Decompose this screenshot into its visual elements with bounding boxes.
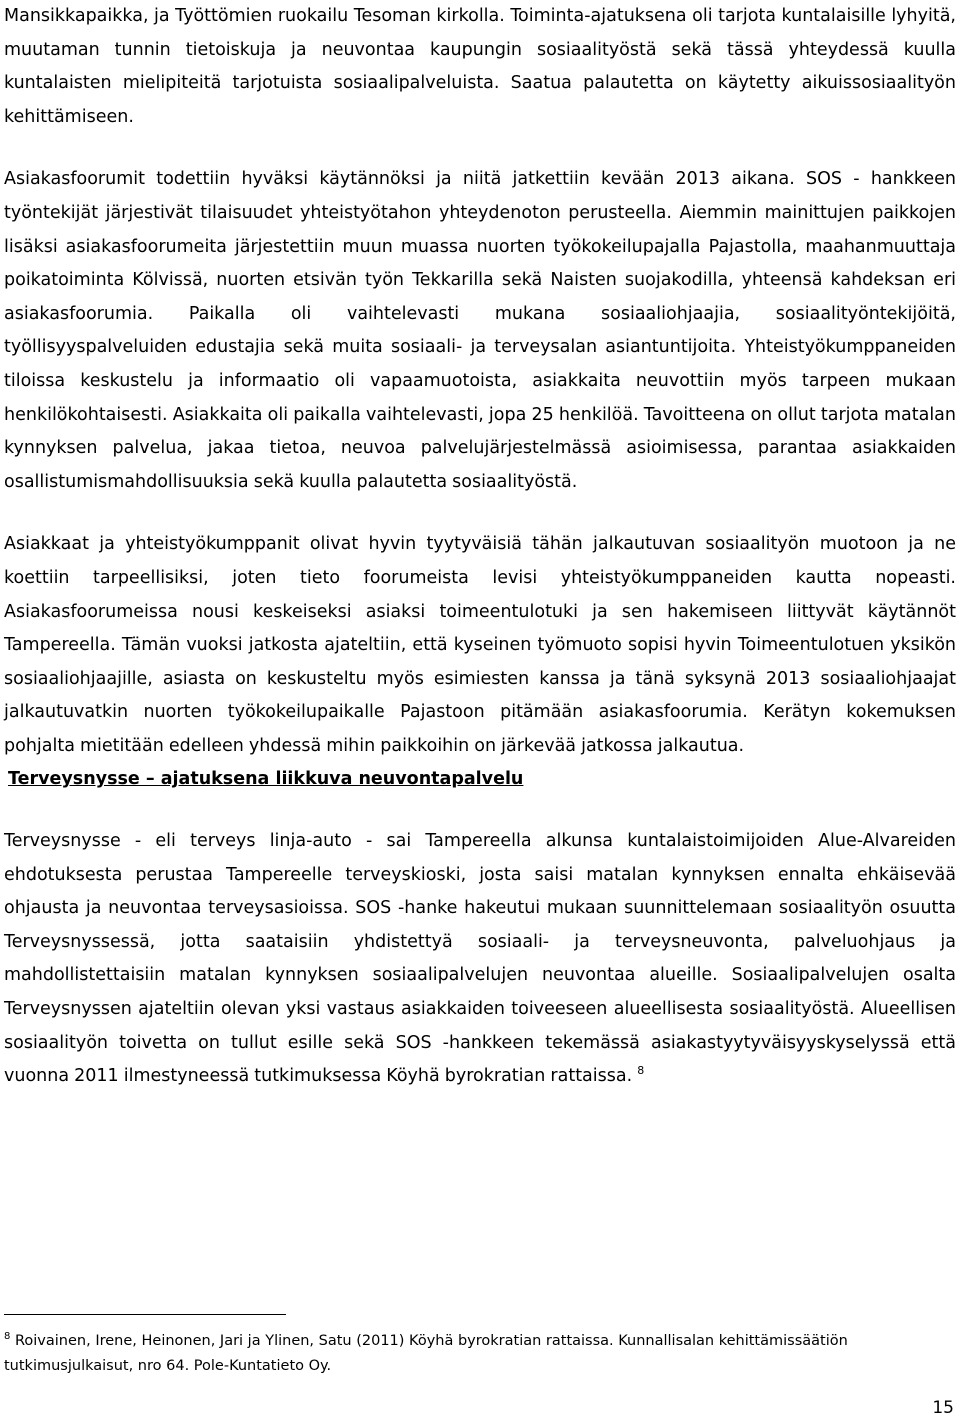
section-heading: Terveysnysse – ajatuksena liikkuva neuvontapalvelu xyxy=(8,769,524,790)
paragraph-asiakasfoorumit-jatko xyxy=(4,163,956,499)
paragraph-text: Asiakkaat ja yhteistyökumppanit olivat hyvin tyytyväisiä tähän jalkautuvan sosiaalityön muotoon ja ne koettiin tarpeellisiksi, joten tieto foorumeista levisi yhteistyökumppaneiden kautta nopeasti. Asiakasfoorumeissa nousi keskeiseksi asiaksi toimeentulotuki ja sen hakemiseen liittyvät käytännöt Tampereella. Tämän vuoksi jatkosta ajateltiin, että kyseinen työmuoto sopisi hyvin Toimeentulotuen yksikön sosiaaliohjaajille, asiasta on keskusteltu myös esimiesten kanssa ja tänä syksynä 2013 sosiaaliohjaajat jalkautuvatkin nuorten työkokeilupaikalle Pajastoon pitämään asiakasfoorumia. Kerätyn kokemuksen pohjalta mietitään edelleen yhdessä mihin paikkoihin on järkevää jatkossa jalkautua. xyxy=(4,534,956,756)
document-page xyxy=(4,0,956,1094)
paragraph-text: Asiakasfoorumit todettiin hyväksi käytännöksi ja niitä jatkettiin kevään 2013 aikana. SOS - hankkeen työntekijät järjestivät tilaisuudet yhteistyötahon yhteydenoton perusteella. Aiemmin mainittujen paikkojen lisäksi asiakasfoorumeita järjestettiin muun muassa nuorten työkokeilupajalla Pajastolla, maahanmuuttaja poikatoiminta Kölvissä, nuorten etsivän työn Tekkarilla sekä Naisten suojakodilla, yhteensä kahdeksan eri asiakasfoorumia. Paikalla oli vaihtelevasti mukana sosiaaliohjaajia, sosiaalityöntekijöitä, työllisyyspalveluiden edustajia sekä muita sosiaali- ja terveysalan asiantuntijoita. Yhteistyökumppaneiden tiloissa keskustelu ja informaatio oli vapaamuotoista, asiakkaita neuvottiin myös tarpeen mukaan henkilökohtaisesti. Asiakkaita oli paikalla vaihtelevasti, jopa 25 henkilöä. Tavoitteena on ollut tarjota matalan kynnyksen palvelua, jakaa tietoa, neuvoa palvelujärjestelmässä asioimisessa, parantaa asiakkaiden osallistumismahdollisuuksia sekä kuulla palautetta sosiaalityöstä. xyxy=(4,169,956,492)
footnote-text: Roivainen, Irene, Heinonen, Jari ja Ylinen, Satu (2011) Köyhä byrokratian rattaissa. Kunnallisalan kehittämissäätiön tutkimusjulkaisut, nro 64. Pole-Kuntatieto Oy. xyxy=(4,1333,848,1374)
footnote-divider xyxy=(4,1314,286,1315)
footnote-reference[interactable]: 8 xyxy=(637,1064,645,1078)
paragraph-palaute xyxy=(4,528,956,763)
paragraph-text: Mansikkapaikka, ja Työttömien ruokailu Tesoman kirkolla. Toiminta-ajatuksena oli tarjota kuntalaisille lyhyitä, muutaman tunnin tietoiskuja ja neuvontaa kaupungin sosiaalityöstä sekä tässä yhteydessä kuulla kuntalaisten mielipiteitä tarjotuista sosiaalipalveluista. Saatua palautetta on käytetty aikuissosiaalityön kehittämiseen. xyxy=(4,6,956,127)
footnote-marker: 8 xyxy=(4,1331,11,1342)
footnote xyxy=(4,1329,952,1379)
page-number: 15 xyxy=(932,1398,954,1418)
paragraph-text: Terveysnysse - eli terveys linja-auto - sai Tampereella alkunsa kuntalaistoimijoiden Alue-Alvareiden ehdotuksesta perustaa Tampereelle terveyskioski, josta saisi matalan kynnyksen ennalta ehkäisevää ohjausta ja neuvontaa terveysasioissa. SOS -hanke hakeutui mukaan suunnittelemaan sosiaalityön osuutta Terveysnyssessä, jotta saataisiin yhdistettyä sosiaali- ja terveysneuvonta, palveluohjaus ja mahdollistettaisiin matalan kynnyksen sosiaalipalvelujen neuvontaa alueille. Sosiaalipalvelujen osalta Terveysnyssen ajateltiin olevan yksi vastaus asiakkaiden toiveeseen alueellisesta sosiaalityöstä. Alueellisen sosiaalityön toivetta on tullut esille sekä SOS -hankkeen tekemässä asiakastyytyväisyyskyselyssä että vuonna 2011 ilmestyneessä tutkimuksessa Köyhä byrokratian rattaissa. xyxy=(4,831,956,1087)
paragraph-asiakasfoorumi-intro xyxy=(4,0,956,134)
paragraph-terveysnysse xyxy=(4,825,956,1094)
